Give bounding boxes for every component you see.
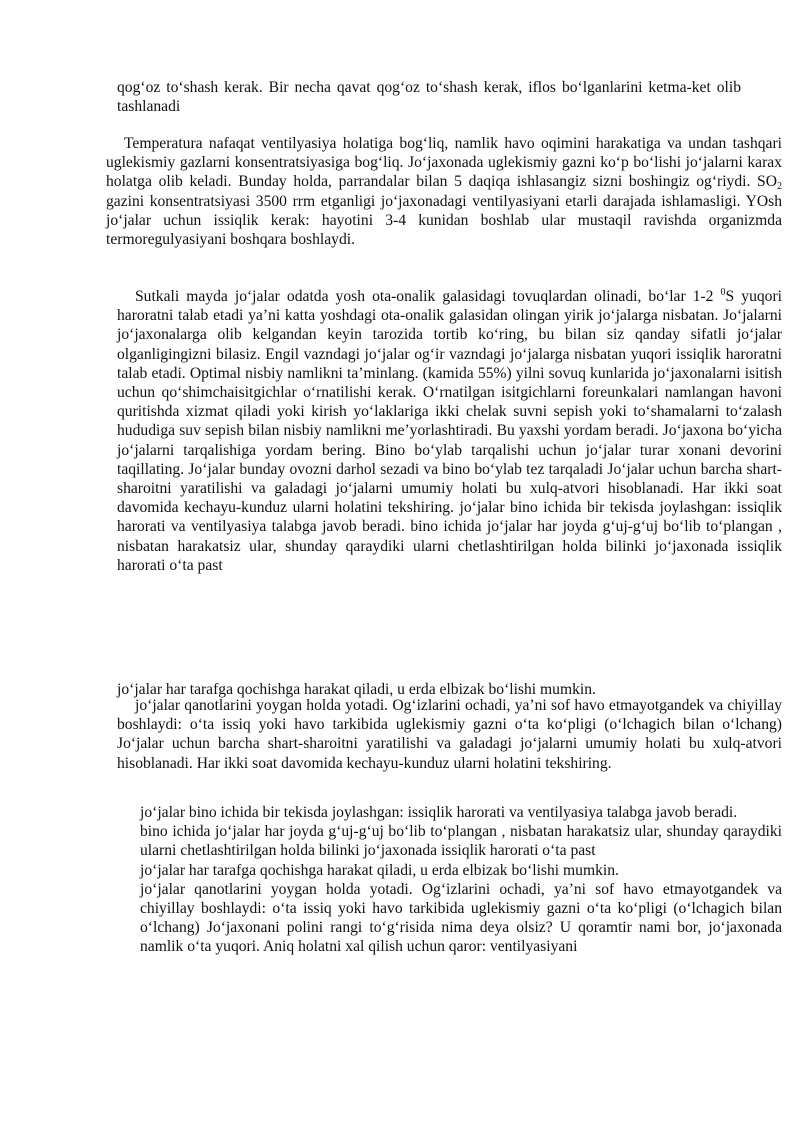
paragraph-5 bbox=[117, 696, 782, 773]
indented-list bbox=[140, 803, 782, 957]
paragraph-2-text-a: Temperatura nafaqat ventilyasiya holatiga bog‘liq, namlik havo oqimini harakatiga va undan tashqari uglekismiy gazlarni konsentratsiyasiga bog‘liq. Jo‘jaxonada uglekismiy gazni ko‘p bo‘lishi jo‘jalarni karax holatga olib keladi. Bunday holda, parrandalar bilan 5 daqiqa ishlasangiz sizni boshingiz og‘riydi. SO bbox=[106, 135, 782, 191]
paragraph-1 bbox=[117, 78, 741, 116]
degree-superscript: 0 bbox=[720, 287, 726, 298]
paragraph-3 bbox=[117, 287, 782, 575]
list-item: jo‘jalar har tarafga qochishga harakat qiladi, u erda elbizak bo‘lishi mumkin. bbox=[140, 861, 619, 879]
paragraph-3-text bbox=[117, 287, 782, 575]
paragraph-3-text-b: S yuqori haroratni talab etadi ya’ni katta yoshdagi ota-onalik galasidan olingan yirik jo‘jalarga nisbatan. Jo‘jalarni jo‘jaxonalarga olib kelgandan keyin tarozida tortib ko‘ring, bu bilan siz qanday sifatli jo‘jalar olganligingizni bilasiz. Engil vazndagi jo‘jalar og‘ir vazndagi jo‘jalarga nisbatan yuqori issiqlik haroratni talab etadi. Optimal nisbiy namlikni ta’minlang. (kamida 55%) yilni sovuq kunlarida jo‘jaxonalarni isitish uchun qo‘shimchaisitgichlar o‘rnatilishi kerak. O‘rnatilgan isitgichlarni foreunkalari namlangan havoni quritishda xizmat qiladi yoki kirish yo‘laklariga ikki chelak suvni sepish yoki to‘shamalarni to‘zalash hududiga suv sepish bilan nisbiy namlikni me’yorlashtiradi. Bu yaxshi yordam beradi. Jo‘jaxona bo‘yicha jo‘jalarni tarqalishiga yordam bering. Bino bo‘ylab tarqalishi uchun jo‘jalar turar xonani devorini taqillating. Jo‘jalar bunday ovozni darhol sezadi va bino bo‘ylab tez tarqaladi Jo‘jalar uchun barcha shart-sharoitni yaratilishi va galadagi jo‘jalarni umumiy holati bu xulq-atvori hisoblanadi. Har ikki soat davomida kechayu-kunduz ularni holatini tekshiring. jo‘jalar bino ichida bir tekisda joylashgan: issiqlik harorati va ventilyasiya talabga javob beradi. bino ichida jo‘jalar har joyda g‘uj-g‘uj bo‘lib to‘plangan , nisbatan harakatsiz ular, shunday qaraydiki ularni chetlashtirilgan holda bilinki jo‘jaxonada issiqlik harorati o‘ta past bbox=[117, 288, 782, 574]
paragraph-5-text: jo‘jalar qanotlarini yoygan holda yotadi. Og‘izlarini ochadi, ya’ni sof havo etmayotgandek va chiyillay boshlaydi: o‘ta issiq yoki havo tarkibida uglekismiy gazni o‘ta ko‘pligi (o‘lchagich bilan o‘lchang) Jo‘jalar uchun barcha shart-sharoitni yaratilishi va galadagi jo‘jalarni umumiy holati bu xulq-atvori hisoblanadi. Har ikki soat davomida kechayu-kunduz ularni holatini tekshiring. bbox=[117, 697, 782, 772]
paragraph-2 bbox=[106, 134, 782, 249]
list-item: bino ichida jo‘jalar har joyda g‘uj-g‘uj bo‘lib to‘plangan , nisbatan harakatsiz ular, shunday qaraydiki ularni chetlashtirilgan holda bilinki jo‘jaxonada issiqlik harorati o‘ta past bbox=[140, 823, 782, 860]
paragraph-2-text bbox=[106, 134, 782, 249]
so2-subscript: 2 bbox=[777, 181, 782, 193]
paragraph-4-text: jo‘jalar har tarafga qochishga harakat qiladi, u erda elbizak bo‘lishi mumkin. bbox=[117, 681, 596, 698]
paragraph-2-text-b: gazini konsentratsiyasi 3500 rrm etganligi jo‘jaxonadagi ventilyasiyani etarli darajada ishlamasligi. YOsh jo‘jalar uchun issiqlik kerak: hayotini 3-4 kunidan boshlab ular mustaqil ravishda organizmda termoregulyasiyani boshqara boshlaydi. bbox=[106, 192, 782, 249]
paragraph-3-text-a: Sutkali mayda jo‘jalar odatda yosh ota-onalik galasidagi tovuqlardan olinadi, bo‘lar 1-2 bbox=[135, 288, 721, 305]
list-item: jo‘jalar qanotlarini yoygan holda yotadi. Og‘izlarini ochadi, ya’ni sof havo etmayotgandek va chiyillay boshlaydi: o‘ta issiq yoki havo tarkibida uglekismiy gazni o‘ta ko‘pligi (o‘lchagich bilan o‘lchang) Jo‘jaxonani polini rangi to‘g‘risida nima deya olsiz? U qoramtir nami bor, jo‘jaxonada namlik o‘ta yuqori. Aniq holatni xal qilish uchun qaror: ventilyasiyani bbox=[140, 880, 782, 956]
list-item: jo‘jalar bino ichida bir tekisda joylashgan: issiqlik harorati va ventilyasiya talabga javob beradi. bbox=[140, 804, 738, 821]
paragraph-1-text: qog‘oz to‘shash kerak. Bir necha qavat qog‘oz to‘shash kerak, iflos bo‘lganlarini ketma-ket olib tashlanadi bbox=[117, 79, 741, 116]
